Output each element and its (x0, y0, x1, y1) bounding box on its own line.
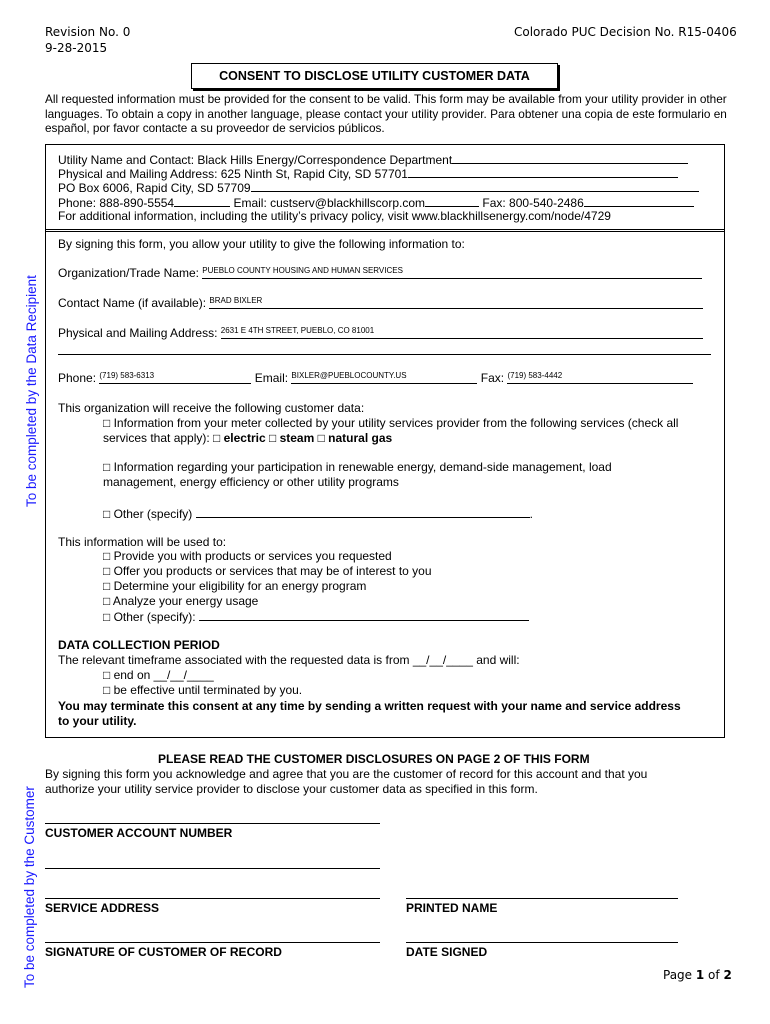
period-text: The relevant timeframe associated with the requested data is from __/__/____ and will: (58, 653, 520, 667)
recipient-contact-row: Phone: $^{(719) 583-6313}$ Email: $^{BIXLER@PUEBLOCOUNTY.US}$ Fax: $^{(719) 583-4442}$ (58, 371, 693, 386)
utility-privacy-line: For additional information, including the utility’s privacy policy, visit www.blackhillsenergy.com/node/4729 (58, 209, 611, 223)
use-option-analyze[interactable]: □ Analyze your energy usage (103, 594, 259, 608)
date-signed-label: DATE SIGNED (406, 945, 488, 959)
decision-number: Colorado PUC Decision No. R15-0406 (514, 25, 737, 39)
receive-option-programs[interactable]: □ Information regarding your participation in renewable energy, demand-side management, load (103, 460, 612, 474)
page-number: Page 1 of 2 (663, 968, 732, 982)
account-number-line[interactable] (45, 823, 380, 824)
recipient-phone-field[interactable]: (719) 583-6313 (99, 371, 251, 384)
customer-side-label: To be completed by the Customer (22, 786, 37, 988)
period-title: DATA COLLECTION PERIOD (58, 638, 220, 652)
signature-line[interactable] (45, 942, 380, 943)
utility-name-line: Utility Name and Contact: Black Hills Energy/Correspondence Department (58, 151, 688, 168)
recipient-email-field[interactable]: BIXLER@PUEBLOCOUNTY.US (291, 371, 477, 384)
customer-ack-2: authorize your utility service provider to disclose your customer data as specified in this form. (45, 782, 538, 796)
service-address-line-1[interactable] (45, 868, 380, 869)
receive-option-meter[interactable]: □ Information from your meter collected by your utility services provider from the following services (check all (103, 416, 679, 430)
use-option-eligibility[interactable]: □ Determine your eligibility for an energy program (103, 579, 367, 593)
contact-name-row: Contact Name (if available): $^{BRAD BIXLER}$ (58, 296, 703, 311)
utility-address-line: Physical and Mailing Address: 625 Ninth St, Rapid City, SD 57701 (58, 165, 678, 182)
period-option-end[interactable]: □ end on __/__/____ (103, 668, 214, 682)
receive-option-programs-cont: management, energy efficiency or other utility programs (103, 475, 399, 489)
recipient-address-row: Physical and Mailing Address: $^{2631 E 4TH STREET, PUEBLO, CO 81001}$ (58, 326, 703, 341)
contact-name-field[interactable]: BRAD BIXLER (209, 296, 703, 309)
period-option-until-terminated[interactable]: □ be effective until terminated by you. (103, 683, 303, 697)
use-option-offer[interactable]: □ Offer you products or services that may be of interest to you (103, 564, 432, 578)
receive-option-services[interactable]: services that apply): □ electric □ steam □ natural gas (103, 431, 393, 445)
service-address-label: SERVICE ADDRESS (45, 901, 160, 915)
use-option-other[interactable]: □ Other (specify): (103, 608, 529, 625)
org-name-row: Organization/Trade Name: $^{PUEBLO COUNTY HOUSING AND HUMAN SERVICES}$ (58, 266, 702, 281)
receive-option-other[interactable]: □ Other (specify) . (103, 507, 533, 521)
date-signed-line[interactable] (406, 942, 678, 943)
account-number-label: CUSTOMER ACCOUNT NUMBER (45, 826, 233, 840)
signature-label: SIGNATURE OF CUSTOMER OF RECORD (45, 945, 282, 959)
service-address-line-2[interactable] (45, 898, 380, 899)
use-option-provide[interactable]: □ Provide you with products or services you requested (103, 549, 392, 563)
revision-date: 9-28-2015 (45, 41, 108, 55)
printed-name-label: PRINTED NAME (406, 901, 498, 915)
org-name-field[interactable]: PUEBLO COUNTY HOUSING AND HUMAN SERVICES (202, 266, 702, 279)
recipient-intro: By signing this form, you allow your utility to give the following information to: (58, 237, 465, 251)
form-title: CONSENT TO DISCLOSE UTILITY CUSTOMER DATA (191, 63, 558, 89)
recipient-address-line2[interactable] (58, 354, 711, 355)
printed-name-line[interactable] (406, 898, 678, 899)
utility-contact-line: Phone: 888-890-5554 Email: custserv@blackhillscorp.com Fax: 800-540-2486 (58, 194, 694, 211)
utility-pobox-line: PO Box 6006, Rapid City, SD 57709 (58, 179, 699, 196)
terminate-notice-1: You may terminate this consent at any time by sending a written request with your name and service address (58, 699, 681, 713)
recipient-fax-field[interactable]: (719) 583-4442 (507, 371, 693, 384)
use-intro: This information will be used to: (58, 535, 227, 549)
revision-number: Revision No. 0 (45, 25, 131, 39)
customer-disclosure-heading: PLEASE READ THE CUSTOMER DISCLOSURES ON PAGE 2 OF THIS FORM (158, 752, 590, 766)
recipient-address-field[interactable]: 2631 E 4TH STREET, PUEBLO, CO 81001 (221, 326, 703, 339)
customer-ack-1: By signing this form you acknowledge and agree that you are the customer of record for this account and that you (45, 767, 648, 781)
data-recipient-side-label: To be completed by the Data Recipient (24, 275, 39, 507)
intro-text: All requested information must be provided for the consent to be valid. This form may be available from your utility provider in other languages. To obtain a copy in another language, please contact your utility provider. Para obtener una copia de este formulario en español, por favor contacte a su proveedor de servicios públicos. (45, 92, 727, 135)
receive-intro: This organization will receive the following customer data: (58, 401, 365, 415)
terminate-notice-2: to your utility. (58, 714, 137, 728)
